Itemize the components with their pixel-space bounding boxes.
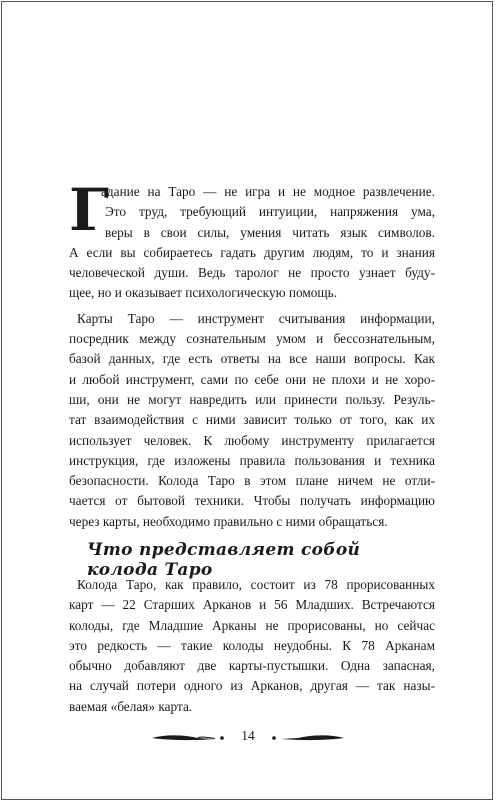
paragraph-3-line: обычно добавляют две карты-пустышки. Одна запасная, [69,658,435,674]
paragraph-2-line: через карты, необходимо правильно с ними обращаться. [69,513,388,529]
paragraph-1-line: Это труд, требующий интуиции, напряжения ума, [105,204,435,220]
paragraph-2-line: безопасности. Колода Таро в этом плане ничем не отли- [69,473,435,489]
paragraph-3 [69,575,435,717]
paragraph-1-line: А если вы собираетесь гадать другим людям, то и знания [69,244,435,260]
paragraph-2-line: ши, они не могут навредить или принести пользу. Резуль- [69,391,435,407]
section-heading: Что представляет собой колода Таро [87,540,361,580]
paragraph-1-line: адание на Таро — не игра и не модное развлечение. [101,184,435,199]
paragraph-2-line: тат взаимодействия с ними зависит только от того, как их [69,412,435,428]
paragraph-2-line: Карты Таро — инструмент считывания информации, [77,310,435,326]
ornament-dot-right [272,736,276,740]
paragraph-1-line: щее, но и оказывает психологическую помощь. [69,285,338,301]
paragraph-3-line: карт — 22 Старших Арканов и 56 Младших. Встречаются [69,597,435,613]
page-number: 14 [241,728,255,743]
page-footer [2,728,494,748]
paragraph-1-line: веры в свои силы, умения читать язык символов. [105,224,435,240]
ornament-dot-left [220,736,224,740]
paragraph-1 [69,176,435,304]
paragraph-2 [69,309,435,532]
paragraph-3-line: Колода Таро, как правило, состоит из 78 прорисованных [77,577,435,592]
book-page [1,1,493,800]
paragraph-2-line: посредник между сознательным умом и бессознательным, [69,331,435,347]
paragraph-3-line: на случай потери одного из Арканов, другая — так назы- [69,678,435,694]
drop-cap: Г [69,176,108,244]
paragraph-2-line: базой данных, где есть ответы на все наши вопросы. Как [69,351,435,367]
paragraph-3-line: колоды, где Младшие Арканы не прорисованы, но сейчас [69,617,435,633]
paragraph-1-line: человеческой души. Ведь таролог не просто узнает буду- [69,265,435,281]
body-text [69,176,435,532]
paragraph-2-line: и любой инструмент, сами по себе они не плохи и не хоро- [69,371,435,387]
paragraph-3-line: ваемая «белая» карта. [69,698,193,714]
paragraph-2-line: инструкция, где изложены правила пользования и техника [69,452,435,468]
paragraph-3-line: это редкость — такие колоды неудобны. К 78 Арканам [69,637,435,653]
paragraph-2-line: чается от бытовой техники. Чтобы получать информацию [69,493,435,509]
paragraph-2-line: использует человек. К любому инструменту прилагается [69,432,435,448]
